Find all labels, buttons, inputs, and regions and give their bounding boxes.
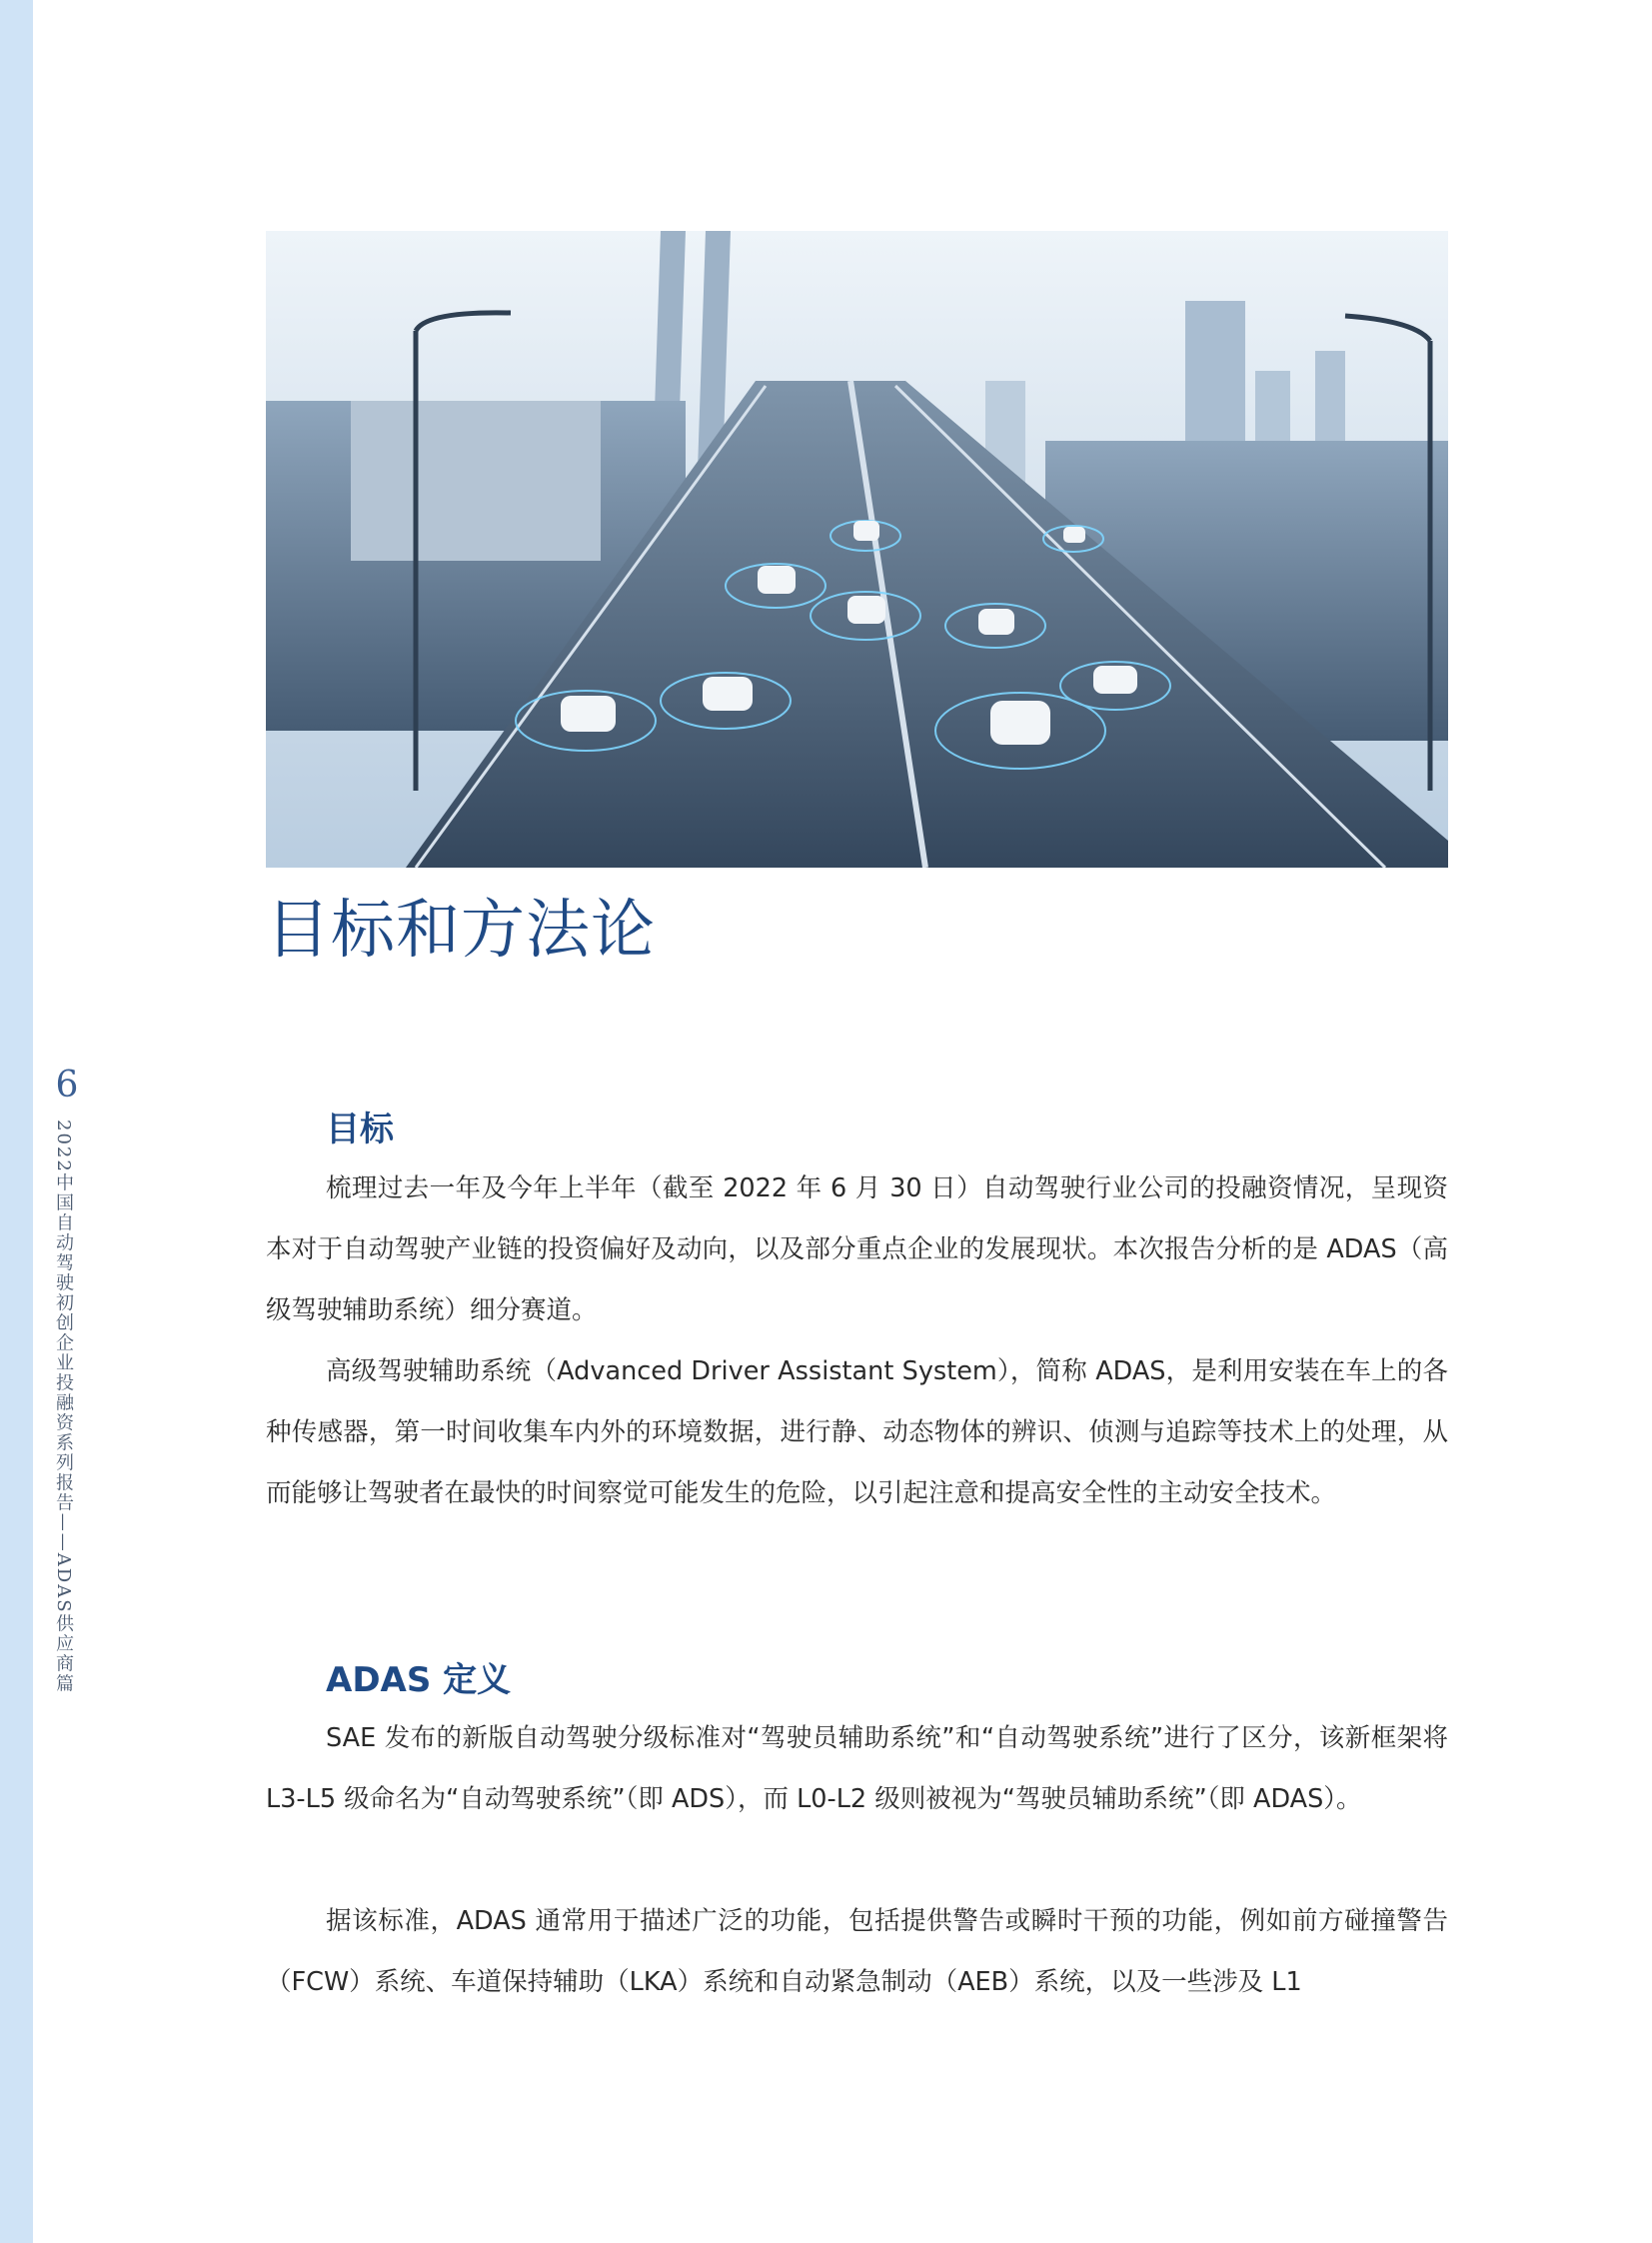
running-header-vertical: 2022中国自动驾驶初创企业投融资系列报告——ADAS供应商篇 (53, 1120, 74, 1694)
highway-autonomous-cars-photo-icon (266, 231, 1448, 868)
section-heading-adas-definition: ADAS 定义 (326, 1660, 512, 1700)
section-heading-goal: 目标 (326, 1110, 394, 1149)
paragraph-definition-1: SAE 发布的新版自动驾驶分级标准对“驾驶员辅助系统”和“自动驾驶系统”进行了区分，该新框架将 L3-L5 级命名为“自动驾驶系统”（即 ADS），而 L0-L2 级则被视为“驾驶员辅助系统”（即 ADAS）。 (266, 1723, 1448, 1814)
page-title: 目标和方法论 (266, 894, 656, 968)
hero-image (266, 231, 1448, 868)
side-color-strip (0, 0, 33, 2243)
paragraph-definition-2: 据该标准，ADAS 通常用于描述广泛的功能，包括提供警告或瞬时干预的功能，例如前方碰撞警告（FCW）系统、车道保持辅助（LKA）系统和自动紧急制动（AEB）系统，以及一些涉及 L1 (266, 1906, 1448, 1997)
paragraph-goal-1: 梳理过去一年及今年上半年（截至 2022 年 6 月 30 日）自动驾驶行业公司的投融资情况，呈现资本对于自动驾驶产业链的投资偏好及动向，以及部分重点企业的发展现状。本次报告分析的是 ADAS（高级驾驶辅助系统）细分赛道。 (266, 1173, 1448, 1325)
page-number: 6 (55, 1065, 79, 1106)
paragraph-goal-2: 高级驾驶辅助系统（Advanced Driver Assistant System），简称 ADAS，是利用安装在车上的各种传感器，第一时间收集车内外的环境数据，进行静、动态物体的辨识、侦测与追踪等技术上的处理，从而能够让驾驶者在最快的时间察觉可能发生的危险，以引起注意和提高安全性的主动安全技术。 (266, 1356, 1448, 1508)
